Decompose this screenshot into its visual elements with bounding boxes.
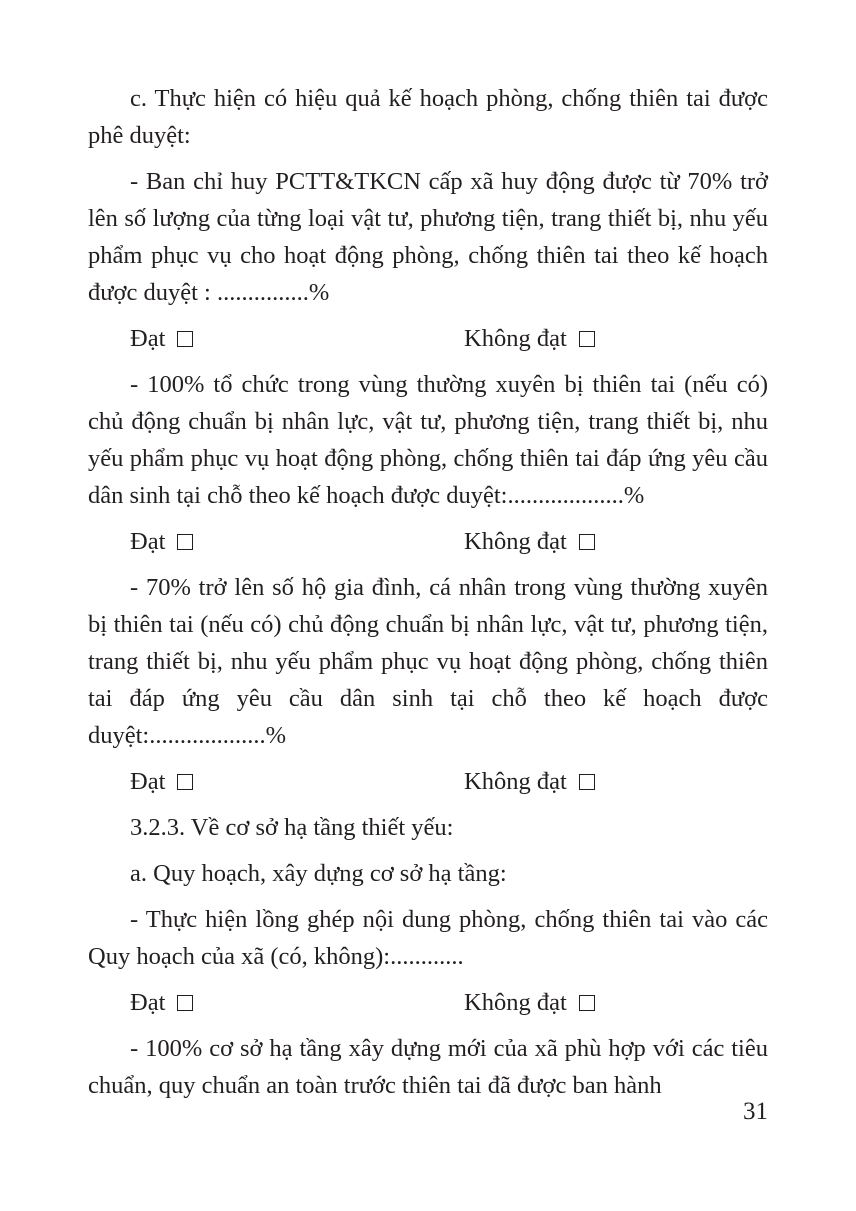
pass-checkbox[interactable] bbox=[177, 995, 193, 1011]
fail-option[interactable] bbox=[464, 523, 595, 560]
pass-label: Đạt bbox=[130, 768, 166, 795]
fail-checkbox[interactable] bbox=[579, 534, 595, 550]
fail-option[interactable] bbox=[464, 763, 595, 800]
section-c-heading: c. Thực hiện có hiệu quả kế hoạch phòng, chống thiên tai được phê duyệt: bbox=[88, 85, 768, 149]
criterion-planning-integration: - Thực hiện lồng ghép nội dung phòng, chống thiên tai vào các Quy hoạch của xã (có, không):............ bbox=[88, 906, 768, 970]
pass-label: Đạt bbox=[130, 325, 166, 352]
assessment-row-1 bbox=[88, 320, 768, 357]
criterion-infrastructure-standards: - 100% cơ sở hạ tầng xây dựng mới của xã phù hợp với các tiêu chuẩn, quy chuẩn an toàn trước thiên tai đã được ban hành bbox=[88, 1035, 768, 1099]
subsection-a-heading: a. Quy hoạch, xây dựng cơ sở hạ tầng: bbox=[130, 860, 507, 887]
assessment-row-3 bbox=[88, 763, 768, 800]
fail-checkbox[interactable] bbox=[579, 331, 595, 347]
page-number: 31 bbox=[743, 1098, 768, 1125]
section-3-2-3-heading: 3.2.3. Về cơ sở hạ tầng thiết yếu: bbox=[130, 814, 454, 841]
criterion-organizations-prepared: - 100% tổ chức trong vùng thường xuyên bị thiên tai (nếu có) chủ động chuẩn bị nhân lực, vật tư, phương tiện, trang thiết bị, nhu yếu phẩm phục vụ hoạt động phòng, chống thiên tai đáp ứng yêu cầu dân sinh tại chỗ theo kế hoạch được duyệt:...................% bbox=[88, 371, 768, 509]
pass-option[interactable] bbox=[130, 763, 193, 800]
fail-label: Không đạt bbox=[464, 989, 567, 1016]
pass-option[interactable] bbox=[130, 984, 193, 1021]
pass-checkbox[interactable] bbox=[177, 774, 193, 790]
fail-checkbox[interactable] bbox=[579, 995, 595, 1011]
fail-label: Không đạt bbox=[464, 325, 567, 352]
criterion-households-prepared: - 70% trở lên số hộ gia đình, cá nhân trong vùng thường xuyên bị thiên tai (nếu có) chủ động chuẩn bị nhân lực, vật tư, phương tiện, trang thiết bị, nhu yếu phẩm phục vụ hoạt động phòng, chống thiên tai đáp ứng yêu cầu dân sinh tại chỗ theo kế hoạch được duyệt:...................% bbox=[88, 574, 768, 749]
fail-checkbox[interactable] bbox=[579, 774, 595, 790]
assessment-row-2 bbox=[88, 523, 768, 560]
pass-label: Đạt bbox=[130, 528, 166, 555]
pass-label: Đạt bbox=[130, 989, 166, 1016]
fail-option[interactable] bbox=[464, 320, 595, 357]
fail-option[interactable] bbox=[464, 984, 595, 1021]
pass-checkbox[interactable] bbox=[177, 534, 193, 550]
pass-option[interactable] bbox=[130, 523, 193, 560]
criterion-equipment-mobilization: - Ban chỉ huy PCTT&TKCN cấp xã huy động được từ 70% trở lên số lượng của từng loại vật tư, phương tiện, trang thiết bị, nhu yếu phẩm phục vụ cho hoạt động phòng, chống thiên tai theo kế hoạch được duyệt : ...............% bbox=[88, 168, 768, 306]
pass-option[interactable] bbox=[130, 320, 193, 357]
pass-checkbox[interactable] bbox=[177, 331, 193, 347]
assessment-row-4 bbox=[88, 984, 768, 1021]
fail-label: Không đạt bbox=[464, 528, 567, 555]
document-page bbox=[88, 80, 768, 1113]
fail-label: Không đạt bbox=[464, 768, 567, 795]
